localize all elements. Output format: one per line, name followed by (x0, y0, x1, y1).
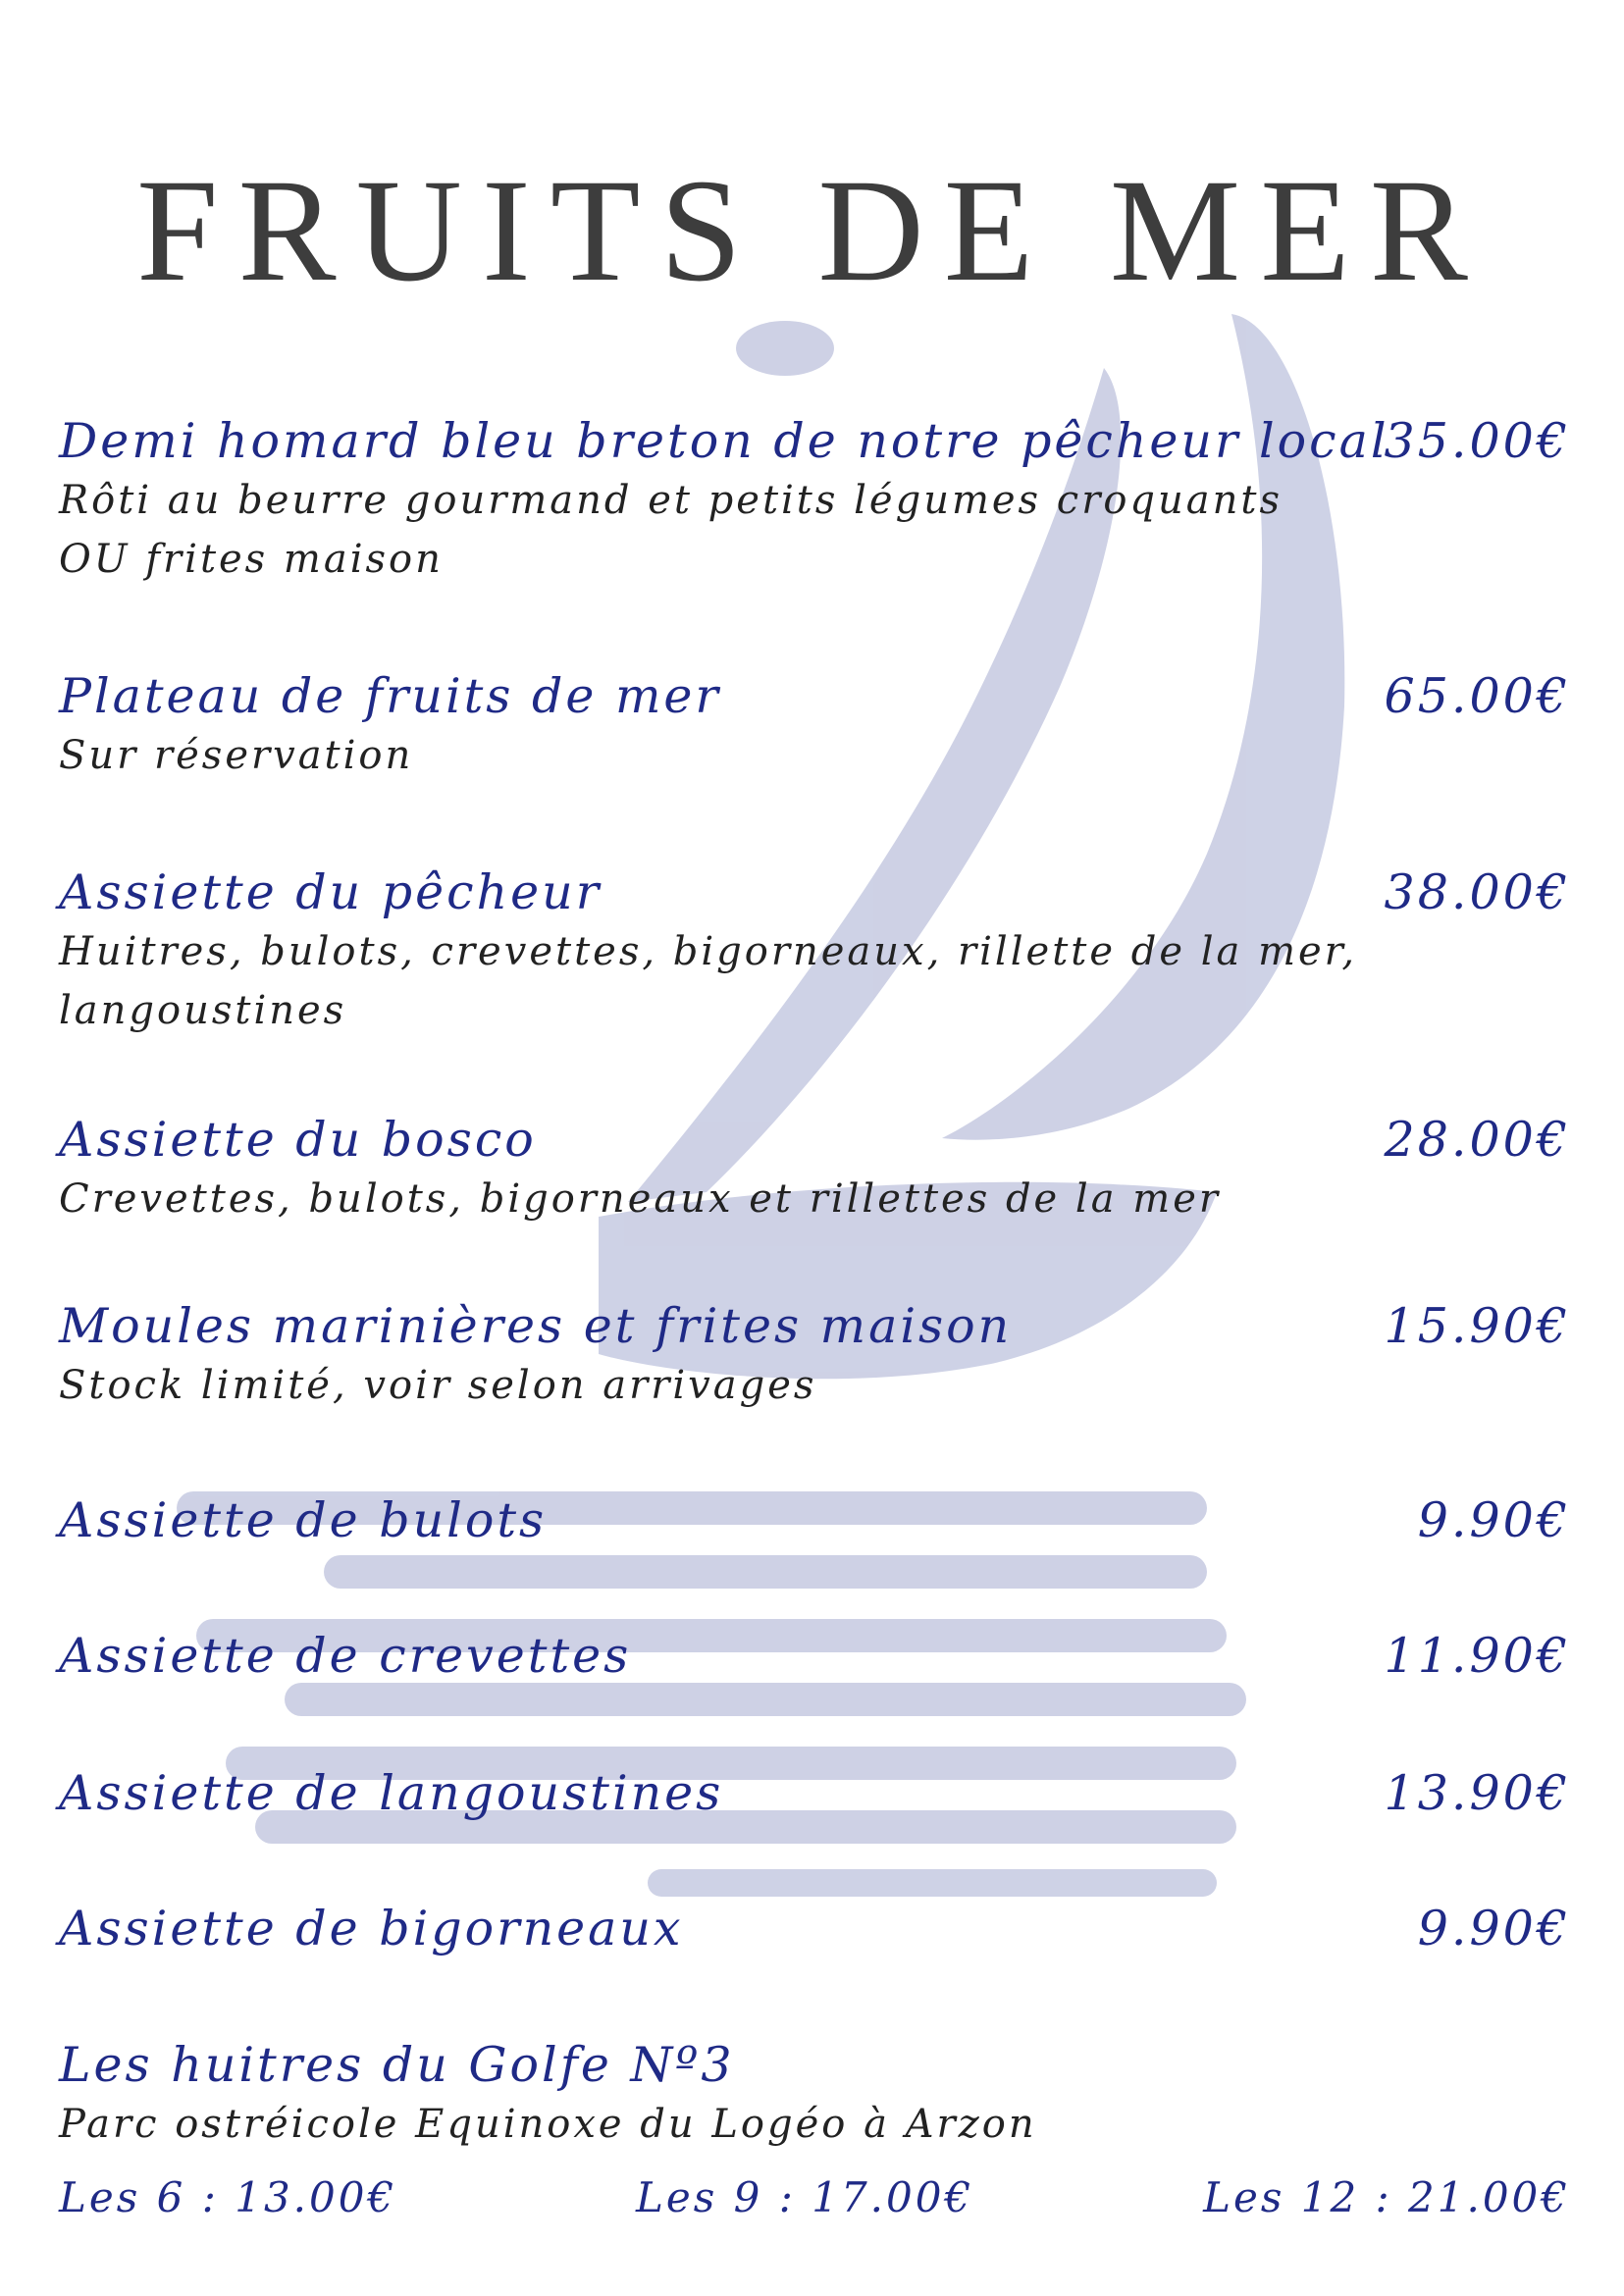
item-name: Moules marinières et frites maison (59, 1298, 1013, 1354)
oysters-section (59, 2036, 1570, 2154)
item-name: Plateau de fruits de mer (59, 668, 721, 724)
oysters-price-6: Les 6 : 13.00€ (59, 2173, 397, 2221)
item-price: 65.00€ (1384, 668, 1570, 724)
item-description: Huitres, bulots, crevettes, bigorneaux, rillette de la mer, (59, 929, 1358, 974)
wave-2 (324, 1555, 1207, 1589)
wave-7 (648, 1869, 1217, 1897)
menu-item (59, 1900, 1570, 1958)
menu-item (59, 1764, 1570, 1823)
item-description: Stock limité, voir selon arrivages (59, 1363, 817, 1408)
item-price: 9.90€ (1417, 1901, 1570, 1957)
item-price: 15.90€ (1384, 1298, 1570, 1354)
menu-item (59, 863, 1570, 1040)
item-description: Sur réservation (59, 733, 414, 778)
oysters-price-9: Les 9 : 17.00€ (636, 2173, 974, 2221)
menu-item (59, 1627, 1570, 1686)
item-price: 38.00€ (1384, 864, 1570, 920)
oysters-price-12: Les 12 : 21.00€ (1203, 2173, 1570, 2221)
item-description: langoustines (59, 988, 347, 1033)
item-description: Crevettes, bulots, bigorneaux et rillettes de la mer (59, 1176, 1222, 1222)
menu-item (59, 1297, 1570, 1415)
oysters-prices (59, 2168, 1570, 2227)
item-name: Assiette du pêcheur (59, 864, 602, 920)
item-name: Demi homard bleu breton de notre pêcheur local (59, 413, 1389, 469)
item-name: Assiette de crevettes (59, 1628, 632, 1684)
item-price: 35.00€ (1384, 413, 1570, 469)
menu-item (59, 412, 1570, 589)
item-name: Assiette de bulots (59, 1492, 548, 1548)
menu-item (59, 1491, 1570, 1550)
oysters-name: Les huitres du Golfe Nº3 (59, 2037, 735, 2093)
sun-dot (736, 321, 834, 376)
menu-item (59, 667, 1570, 785)
item-price: 13.90€ (1384, 1765, 1570, 1821)
item-name: Assiette de bigorneaux (59, 1901, 684, 1957)
item-name: Assiette de langoustines (59, 1765, 724, 1821)
item-name: Assiette du bosco (59, 1112, 537, 1168)
menu-item (59, 1111, 1570, 1228)
page-title: FRUITS DE MER (136, 149, 1488, 312)
item-description: Rôti au beurre gourmand et petits légumes croquants (59, 478, 1283, 523)
oysters-description: Parc ostréicole Equinoxe du Logéo à Arzon (59, 2102, 1037, 2147)
item-description: OU frites maison (59, 537, 444, 582)
item-price: 9.90€ (1417, 1492, 1570, 1548)
item-price: 11.90€ (1384, 1628, 1570, 1684)
item-price: 28.00€ (1384, 1112, 1570, 1168)
wave-4 (285, 1683, 1246, 1716)
